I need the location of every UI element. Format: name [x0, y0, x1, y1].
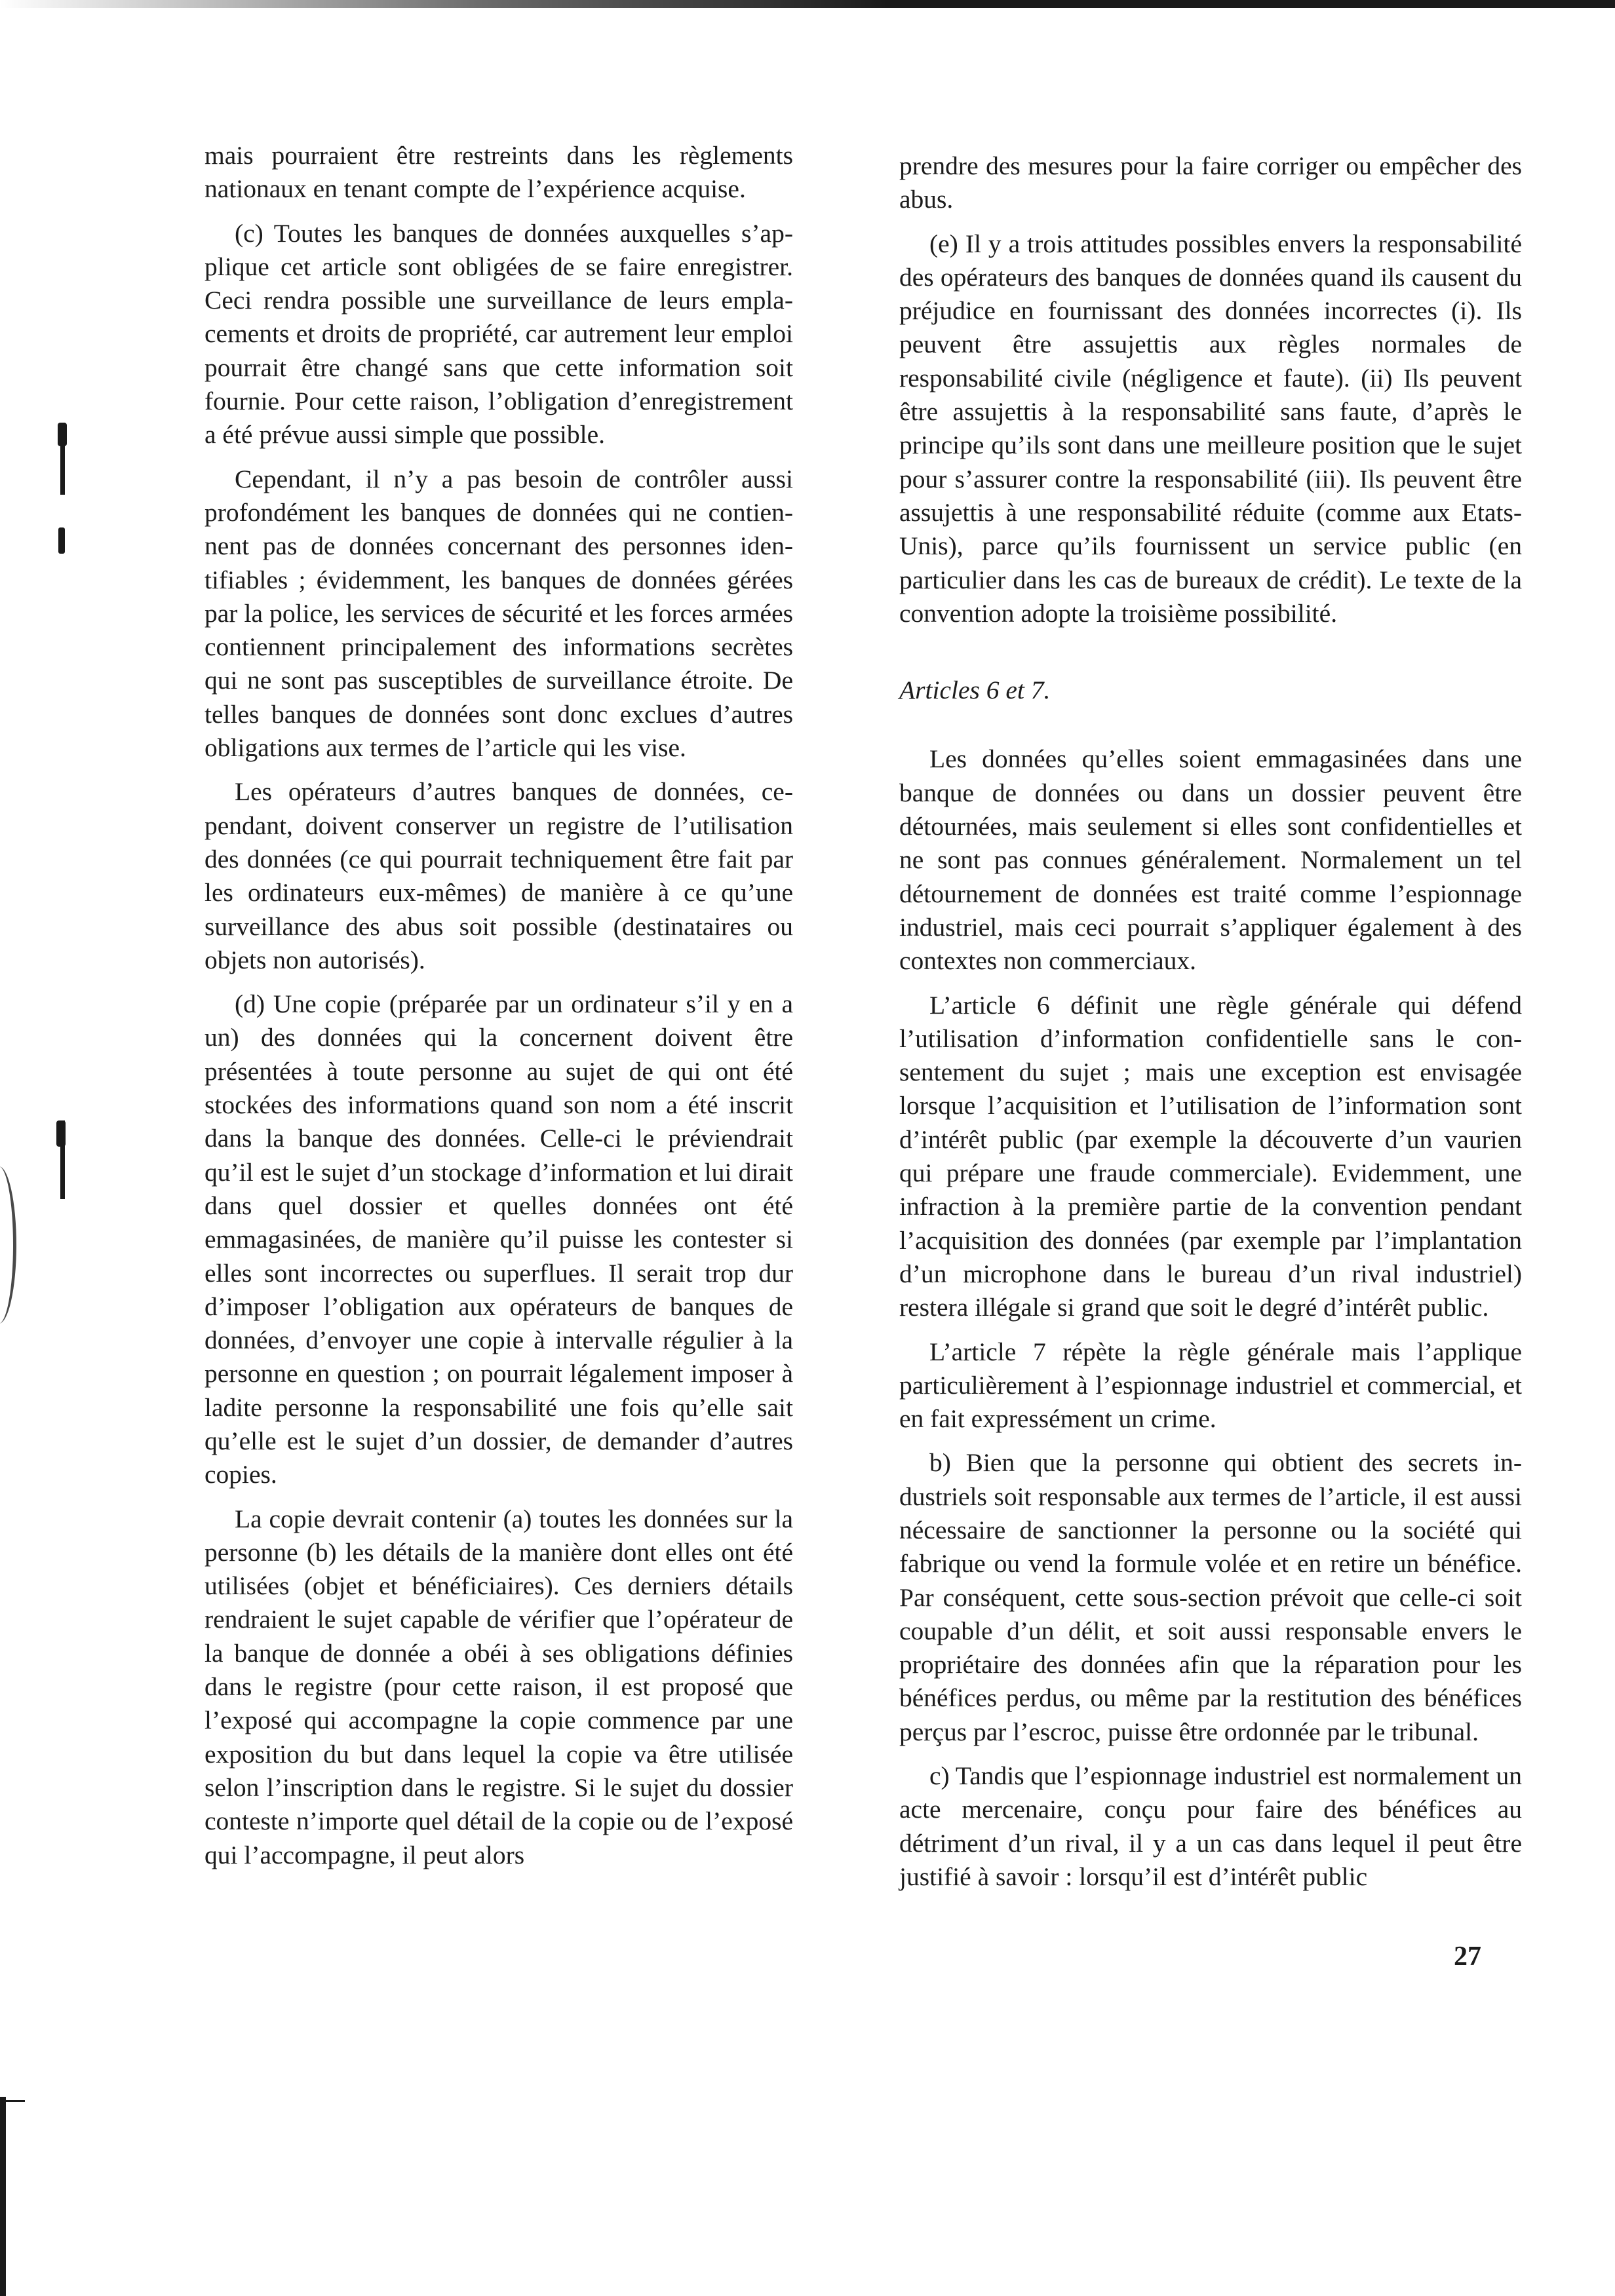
paragraph: Les données qu’elles soient emmagasinées dans une banque de données ou dans un dossier peuvent être détournées, mais seulement si elles sont confidentielles et ne sont pas connues généralement. Normalement un tel détournement de données est traité comme l’espionnage industriel, mais ceci pourrait s’appliquer également à des contextes non commerciaux.: [899, 744, 1522, 976]
paragraph: L’article 6 définit une règle générale qui défend l’utilisation d’information confidentielle sans le consentement du sujet ; mais une exception est envisagée lorsque l’acquisition et l’utilisation de l’information sont d’intérêt public (par exemple la découverte d’un vaurien qui prépare une fraude commerciale). Evidemment, une infraction à la première partie de la convention pendant l’acquisition des données (par exemple par l’implantation d’un microphone dans le bureau d’un rival industriel) restera illégale si grand que soit le degré d’intérêt public.: [899, 990, 1522, 1322]
scan-top-edge: [0, 0, 1615, 8]
right-column: [899, 149, 1522, 1904]
page-number: 27: [1454, 1942, 1481, 1972]
margin-mark-bottom: [0, 2097, 6, 2296]
paragraph: La copie devrait contenir (a) toutes les données sur la personne (b) les détails de la manière dont elles ont été utilisées (objet et bénéficiaires). Ces derniers détails rendraient le sujet capable de vérifier que l’opérateur de la banque de donnée a obéi à ses obligations définies dans le registre (pour cette raison, il est proposé que l’exposé qui accompagne la copie commence par une exposition du but dans lequel la copie va être utilisée selon l’inscription dans le registre. Si le sujet du dossier conteste n’importe quel détail de la copie ou de l’exposé qui l’accompagne, il peut alors: [204, 1504, 793, 1869]
paragraph: Les opérateurs d’autres banques de données, cependant, doivent conserver un registre de l’utilisation des données (ce qui pourrait techniquement être fait par les ordinateurs eux-mêmes) de manière à ce qu’une surveillance des abus soit possible (destinataires ou objets non autorisés).: [204, 777, 793, 974]
margin-mark-2: [58, 423, 67, 446]
paragraph: c) Tandis que l’espionnage industriel est normalement un acte mercenaire, conçu pour faire des bénéfices au détriment d’un rival, il y a un cas dans lequel il peut être justifié à savoir : lorsqu’il est d’intérêt public: [899, 1761, 1522, 1891]
margin-tick-bottom: [5, 2100, 25, 2102]
paragraph: L’article 7 répète la règle générale mais l’applique particulièrement à l’espionnage industriel et commercial, et en fait expressément un crime.: [899, 1337, 1522, 1434]
margin-mark-5: [56, 1120, 66, 1147]
margin-curve-mark: [0, 1166, 16, 1324]
paragraph: Cependant, il n’y a pas besoin de contrôler aussi profondément les banques de données qui ne contiennent pas de données concernant des personnes identifiables ; évidemment, les banques de données gérées par la police, les services de sécurité et les forces armées contiennent principalement des informations secrètes qui ne sont pas susceptibles de surveillance étroite. De telles banques de données sont donc exclues d’autres obligations aux termes de l’article qui les vise.: [204, 464, 793, 763]
section-heading: Articles 6 et 7.: [899, 676, 1051, 705]
paragraph: (c) Toutes les banques de données auxquelles s’applique cet article sont obligées de se faire enregistrer. Ceci rendra possible une surveillance de leurs emplacements et droits de propriété, car autrement leur emploi pourrait être changé sans que cette information soit fournie. Pour cette raison, l’obligation d’enregistrement a été prévue aussi simple que possible.: [204, 218, 793, 450]
left-column: [204, 139, 793, 1883]
paragraph: (d) Une copie (préparée par un ordinateur s’il y en a un) des données qui la concernent doivent être présentées à toute personne au sujet de qui ont été stockées des informations quand son nom a été inscrit dans la banque des données. Celle-ci le préviendrait qu’il est le sujet d’un stockage d’information et lui dirait dans quel dossier et quelles données ont été emmagasinées, de manière qu’il puisse les contester si elles sont incorrectes ou superflues. Il serait trop dur d’imposer l’obligation aux opérateurs de banques de données, d’envoyer une copie à intervalle régulier à la personne en question ; on pourrait légalement imposer à ladite personne la responsabilité une fois qu’elle sait qu’elle est le sujet d’un dossier, de demander d’autres copies.: [204, 989, 793, 1489]
paragraph: mais pourraient être restreints dans les règlements nationaux en tenant compte de l’expérience acquise.: [204, 141, 793, 204]
paragraph: b) Bien que la personne qui obtient des secrets industriels soit responsable aux termes de l’article, il est aussi nécessaire de sanctionner la personne ou la société qui fabrique ou vend la formule volée et en retire un bénéfice. Par conséquent, cette sous-section prévoit que celle-ci soit coupable d’un délit, et soit aussi responsable envers le propriétaire des données afin que la réparation pour les bénéfices perdus, ou même par la restitution des bénéfices perçus par l’escroc, puisse être ordonnée par le tribunal.: [899, 1448, 1522, 1746]
paragraph: prendre des mesures pour la faire corriger ou empêcher des abus.: [899, 151, 1522, 214]
margin-mark-3: [58, 527, 65, 554]
paragraph: (e) Il y a trois attitudes possibles envers la responsabilité des opérateurs des banques de données quand ils causent du préjudice en fournissant des données incorrectes (i). Ils peuvent être assujettis aux règles normales de responsabilité civile (négligence et faute). (ii) Ils peuvent être assujettis à la responsabilité sans faute, d’après le principe qu’ils sont dans une meilleure position que le sujet pour s’assurer contre la responsabilité (iii). Ils peuvent être assujettis à une responsabilité réduite (comme aux Etats-Unis), parce qu’ils fournissent un service public (en particulier dans les cas de bureaux de crédit). Le texte de la convention adopte la troisième possibilité.: [899, 229, 1522, 628]
